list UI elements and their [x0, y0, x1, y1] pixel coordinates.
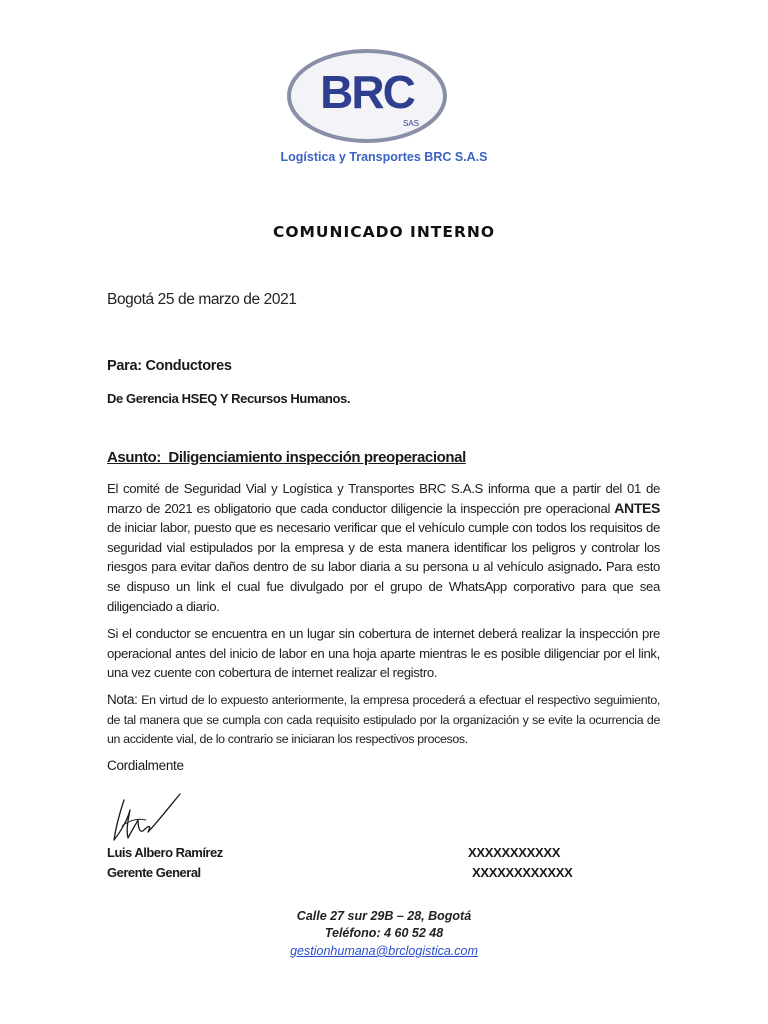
closing: Cordialmente: [107, 758, 184, 773]
footer-address: Calle 27 sur 29B – 28, Bogotá: [296, 909, 472, 923]
subject-text: Diligenciamiento inspección preoperacional: [168, 449, 466, 466]
document-date: Bogotá 25 de marzo de 2021: [107, 291, 297, 308]
signer-name: Luis Albero Ramírez: [107, 845, 223, 860]
note-paragraph: [107, 690, 660, 750]
subject-line: [107, 449, 466, 466]
body-paragraph-1: El comité de Seguridad Vial y Logística y Transportes BRC S.A.S informa que a partir del 01 de marzo de 2021 es obligatorio que cada conductor diligencie la inspección pre operacional ANTES de iniciar labor, puesto que es necesario verificar que el vehículo cumple con todos los requisitos de seguridad vial estipulados por la empresa y de esta manera identificar los peligros y controlar los riesgos para evitar daños dentro de su labor diaria a su persona u al vehículo asignado. Para esto se dispuso un link el cual fue divulgado por el grupo de WhatsApp corporativo para que sea diligenciado a diario.: [107, 481, 660, 614]
document-title: COMUNICADO INTERNO: [272, 223, 496, 241]
handwritten-signature: [108, 790, 188, 848]
footer-email-link[interactable]: gestionhumana@brclogistica.com: [290, 944, 478, 958]
sender-line: De Gerencia HSEQ Y Recursos Humanos.: [107, 391, 351, 406]
note-text: En virtud de lo expuesto anteriormente, la empresa procederá a efectuar el respectivo seguimiento, de tal manera que se cumpla con cada requisito estipulado por la organización y se evite la ocurrencia de un accidente vial, de lo contrario se iniciaran los respectivos procesos.: [107, 693, 660, 747]
redacted-name: XXXXXXXXXXX: [468, 845, 561, 860]
subject-label: Asunto:: [107, 449, 161, 466]
recipient-line: Para: Conductores: [107, 358, 232, 374]
brc-logo: [286, 48, 448, 144]
emphasis-antes: ANTES: [614, 499, 660, 516]
logo-subtext: SAS: [402, 119, 420, 128]
redacted-role: XXXXXXXXXXXX: [472, 865, 573, 880]
signer-role: Gerente General: [107, 865, 201, 880]
footer-phone: Teléfono: 4 60 52 48: [324, 926, 444, 940]
company-name: Logística y Transportes BRC S.A.S: [280, 150, 488, 164]
body-paragraph-2: Si el conductor se encuentra en un lugar sin cobertura de internet deberá realizar la inspección pre operacional antes del inicio de labor en una hoja aparte mientras le es posible diligenciar por el link, una vez cuente con cobertura de internet realizar el registro.: [107, 626, 660, 681]
logo-text: BRC: [320, 66, 414, 118]
note-label: Nota:: [107, 692, 138, 707]
